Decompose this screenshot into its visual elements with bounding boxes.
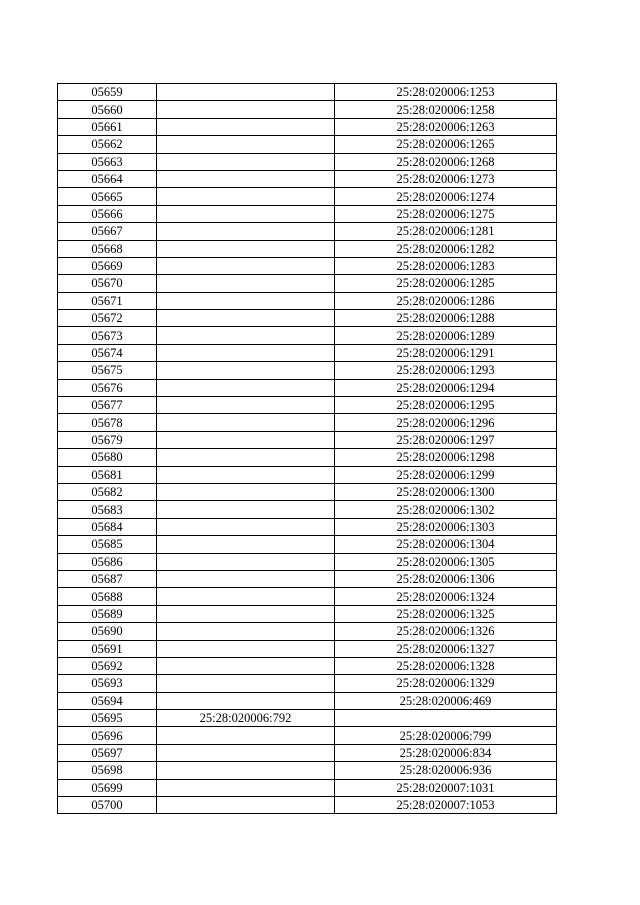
previous-cadastral-number-cell bbox=[157, 310, 335, 327]
record-number-cell: 05696 bbox=[58, 727, 157, 744]
previous-cadastral-number-cell bbox=[157, 727, 335, 744]
table-row bbox=[58, 310, 557, 327]
table-row bbox=[58, 640, 557, 657]
table-row bbox=[58, 118, 557, 135]
cadastral-number-cell: 25:28:020006:1282 bbox=[335, 240, 557, 257]
previous-cadastral-number-cell bbox=[157, 379, 335, 396]
previous-cadastral-number-cell bbox=[157, 275, 335, 292]
previous-cadastral-number-cell bbox=[157, 449, 335, 466]
record-number-cell: 05667 bbox=[58, 223, 157, 240]
previous-cadastral-number-cell bbox=[157, 118, 335, 135]
table-row bbox=[58, 344, 557, 361]
cadastral-number-cell: 25:28:020006:1328 bbox=[335, 657, 557, 674]
record-number-cell: 05669 bbox=[58, 257, 157, 274]
record-number-cell: 05672 bbox=[58, 310, 157, 327]
table-row bbox=[58, 240, 557, 257]
cadastral-number-cell: 25:28:020006:834 bbox=[335, 744, 557, 761]
table-row bbox=[58, 205, 557, 222]
cadastral-number-cell: 25:28:020006:1275 bbox=[335, 205, 557, 222]
previous-cadastral-number-cell bbox=[157, 797, 335, 814]
cadastral-number-cell: 25:28:020006:1296 bbox=[335, 414, 557, 431]
table-row bbox=[58, 570, 557, 587]
record-number-cell: 05674 bbox=[58, 344, 157, 361]
record-number-cell: 05663 bbox=[58, 153, 157, 170]
record-number-cell: 05689 bbox=[58, 605, 157, 622]
cadastral-number-cell: 25:28:020006:1297 bbox=[335, 431, 557, 448]
record-number-cell: 05668 bbox=[58, 240, 157, 257]
previous-cadastral-number-cell bbox=[157, 431, 335, 448]
previous-cadastral-number-cell bbox=[157, 483, 335, 500]
record-number-cell: 05681 bbox=[58, 466, 157, 483]
table-row bbox=[58, 797, 557, 814]
record-number-cell: 05682 bbox=[58, 483, 157, 500]
record-number-cell: 05684 bbox=[58, 518, 157, 535]
previous-cadastral-number-cell bbox=[157, 779, 335, 796]
record-number-cell: 05665 bbox=[58, 188, 157, 205]
previous-cadastral-number-cell bbox=[157, 536, 335, 553]
record-number-cell: 05676 bbox=[58, 379, 157, 396]
previous-cadastral-number-cell bbox=[157, 344, 335, 361]
table-row bbox=[58, 275, 557, 292]
cadastral-number-cell: 25:28:020007:1053 bbox=[335, 797, 557, 814]
cadastral-number-cell: 25:28:020006:936 bbox=[335, 762, 557, 779]
previous-cadastral-number-cell bbox=[157, 501, 335, 518]
previous-cadastral-number-cell bbox=[157, 101, 335, 118]
previous-cadastral-number-cell bbox=[157, 327, 335, 344]
record-number-cell: 05695 bbox=[58, 710, 157, 727]
record-number-cell: 05694 bbox=[58, 692, 157, 709]
table-row bbox=[58, 292, 557, 309]
record-number-cell: 05659 bbox=[58, 84, 157, 101]
previous-cadastral-number-cell bbox=[157, 223, 335, 240]
cadastral-number-cell: 25:28:020006:1303 bbox=[335, 518, 557, 535]
cadastral-number-cell: 25:28:020006:1294 bbox=[335, 379, 557, 396]
cadastral-number-cell: 25:28:020006:1299 bbox=[335, 466, 557, 483]
record-number-cell: 05687 bbox=[58, 570, 157, 587]
cadastral-number-cell bbox=[335, 710, 557, 727]
previous-cadastral-number-cell bbox=[157, 623, 335, 640]
cadastral-number-cell: 25:28:020007:1031 bbox=[335, 779, 557, 796]
cadastral-number-cell: 25:28:020006:1329 bbox=[335, 675, 557, 692]
record-number-cell: 05688 bbox=[58, 588, 157, 605]
cadastral-number-cell: 25:28:020006:1265 bbox=[335, 136, 557, 153]
table-body bbox=[58, 84, 557, 814]
cadastral-number-cell: 25:28:020006:1324 bbox=[335, 588, 557, 605]
record-number-cell: 05660 bbox=[58, 101, 157, 118]
record-number-cell: 05700 bbox=[58, 797, 157, 814]
cadastral-number-cell: 25:28:020006:1298 bbox=[335, 449, 557, 466]
record-number-cell: 05693 bbox=[58, 675, 157, 692]
previous-cadastral-number-cell bbox=[157, 675, 335, 692]
record-number-cell: 05699 bbox=[58, 779, 157, 796]
table-row bbox=[58, 710, 557, 727]
table-row bbox=[58, 536, 557, 553]
table-row bbox=[58, 170, 557, 187]
previous-cadastral-number-cell: 25:28:020006:792 bbox=[157, 710, 335, 727]
record-number-cell: 05698 bbox=[58, 762, 157, 779]
previous-cadastral-number-cell bbox=[157, 362, 335, 379]
record-number-cell: 05677 bbox=[58, 397, 157, 414]
previous-cadastral-number-cell bbox=[157, 466, 335, 483]
record-number-cell: 05675 bbox=[58, 362, 157, 379]
record-number-cell: 05697 bbox=[58, 744, 157, 761]
previous-cadastral-number-cell bbox=[157, 762, 335, 779]
table-row bbox=[58, 362, 557, 379]
cadastral-number-cell: 25:28:020006:1325 bbox=[335, 605, 557, 622]
cadastral-number-cell: 25:28:020006:1295 bbox=[335, 397, 557, 414]
previous-cadastral-number-cell bbox=[157, 136, 335, 153]
table-row bbox=[58, 501, 557, 518]
table-row bbox=[58, 257, 557, 274]
previous-cadastral-number-cell bbox=[157, 640, 335, 657]
table-row bbox=[58, 84, 557, 101]
table-row bbox=[58, 553, 557, 570]
previous-cadastral-number-cell bbox=[157, 570, 335, 587]
previous-cadastral-number-cell bbox=[157, 657, 335, 674]
record-number-cell: 05671 bbox=[58, 292, 157, 309]
record-number-cell: 05661 bbox=[58, 118, 157, 135]
cadastral-number-cell: 25:28:020006:1305 bbox=[335, 553, 557, 570]
cadastral-number-cell: 25:28:020006:1253 bbox=[335, 84, 557, 101]
record-number-cell: 05691 bbox=[58, 640, 157, 657]
cadastral-number-cell: 25:28:020006:1306 bbox=[335, 570, 557, 587]
record-number-cell: 05673 bbox=[58, 327, 157, 344]
previous-cadastral-number-cell bbox=[157, 240, 335, 257]
cadastral-number-cell: 25:28:020006:1274 bbox=[335, 188, 557, 205]
table-row bbox=[58, 762, 557, 779]
previous-cadastral-number-cell bbox=[157, 257, 335, 274]
table-row bbox=[58, 449, 557, 466]
cadastral-number-cell: 25:28:020006:1283 bbox=[335, 257, 557, 274]
table-row bbox=[58, 466, 557, 483]
previous-cadastral-number-cell bbox=[157, 292, 335, 309]
record-number-cell: 05692 bbox=[58, 657, 157, 674]
previous-cadastral-number-cell bbox=[157, 84, 335, 101]
table-row bbox=[58, 518, 557, 535]
previous-cadastral-number-cell bbox=[157, 605, 335, 622]
table-row bbox=[58, 397, 557, 414]
previous-cadastral-number-cell bbox=[157, 588, 335, 605]
table-row bbox=[58, 431, 557, 448]
record-number-cell: 05679 bbox=[58, 431, 157, 448]
cadastral-number-cell: 25:28:020006:1304 bbox=[335, 536, 557, 553]
table-row bbox=[58, 153, 557, 170]
cadastral-number-cell: 25:28:020006:469 bbox=[335, 692, 557, 709]
previous-cadastral-number-cell bbox=[157, 553, 335, 570]
cadastral-number-cell: 25:28:020006:1281 bbox=[335, 223, 557, 240]
record-number-cell: 05686 bbox=[58, 553, 157, 570]
table-row bbox=[58, 327, 557, 344]
cadastral-number-cell: 25:28:020006:799 bbox=[335, 727, 557, 744]
cadastral-number-cell: 25:28:020006:1326 bbox=[335, 623, 557, 640]
table-row bbox=[58, 779, 557, 796]
record-number-cell: 05690 bbox=[58, 623, 157, 640]
previous-cadastral-number-cell bbox=[157, 170, 335, 187]
previous-cadastral-number-cell bbox=[157, 414, 335, 431]
cadastral-number-cell: 25:28:020006:1268 bbox=[335, 153, 557, 170]
table-row bbox=[58, 692, 557, 709]
table-row bbox=[58, 744, 557, 761]
record-number-cell: 05685 bbox=[58, 536, 157, 553]
table-row bbox=[58, 483, 557, 500]
cadastral-number-cell: 25:28:020006:1327 bbox=[335, 640, 557, 657]
table-row bbox=[58, 414, 557, 431]
record-number-cell: 05666 bbox=[58, 205, 157, 222]
record-number-cell: 05683 bbox=[58, 501, 157, 518]
table-row bbox=[58, 675, 557, 692]
table-row bbox=[58, 727, 557, 744]
table-row bbox=[58, 588, 557, 605]
previous-cadastral-number-cell bbox=[157, 153, 335, 170]
record-number-cell: 05664 bbox=[58, 170, 157, 187]
cadastral-number-cell: 25:28:020006:1258 bbox=[335, 101, 557, 118]
previous-cadastral-number-cell bbox=[157, 518, 335, 535]
cadastral-number-cell: 25:28:020006:1288 bbox=[335, 310, 557, 327]
table-row bbox=[58, 379, 557, 396]
table-row bbox=[58, 623, 557, 640]
cadastral-number-cell: 25:28:020006:1302 bbox=[335, 501, 557, 518]
previous-cadastral-number-cell bbox=[157, 744, 335, 761]
cadastral-number-cell: 25:28:020006:1263 bbox=[335, 118, 557, 135]
previous-cadastral-number-cell bbox=[157, 692, 335, 709]
record-number-cell: 05678 bbox=[58, 414, 157, 431]
table-row bbox=[58, 101, 557, 118]
record-number-cell: 05662 bbox=[58, 136, 157, 153]
previous-cadastral-number-cell bbox=[157, 397, 335, 414]
cadastral-number-cell: 25:28:020006:1273 bbox=[335, 170, 557, 187]
table-row bbox=[58, 223, 557, 240]
cadastral-number-cell: 25:28:020006:1289 bbox=[335, 327, 557, 344]
table-row bbox=[58, 657, 557, 674]
record-number-cell: 05670 bbox=[58, 275, 157, 292]
cadastral-number-cell: 25:28:020006:1285 bbox=[335, 275, 557, 292]
record-number-cell: 05680 bbox=[58, 449, 157, 466]
previous-cadastral-number-cell bbox=[157, 188, 335, 205]
table-row bbox=[58, 188, 557, 205]
cadastral-number-cell: 25:28:020006:1286 bbox=[335, 292, 557, 309]
table-row bbox=[58, 136, 557, 153]
records-table bbox=[57, 83, 557, 814]
table-row bbox=[58, 605, 557, 622]
previous-cadastral-number-cell bbox=[157, 205, 335, 222]
cadastral-number-cell: 25:28:020006:1293 bbox=[335, 362, 557, 379]
cadastral-number-cell: 25:28:020006:1291 bbox=[335, 344, 557, 361]
cadastral-number-cell: 25:28:020006:1300 bbox=[335, 483, 557, 500]
